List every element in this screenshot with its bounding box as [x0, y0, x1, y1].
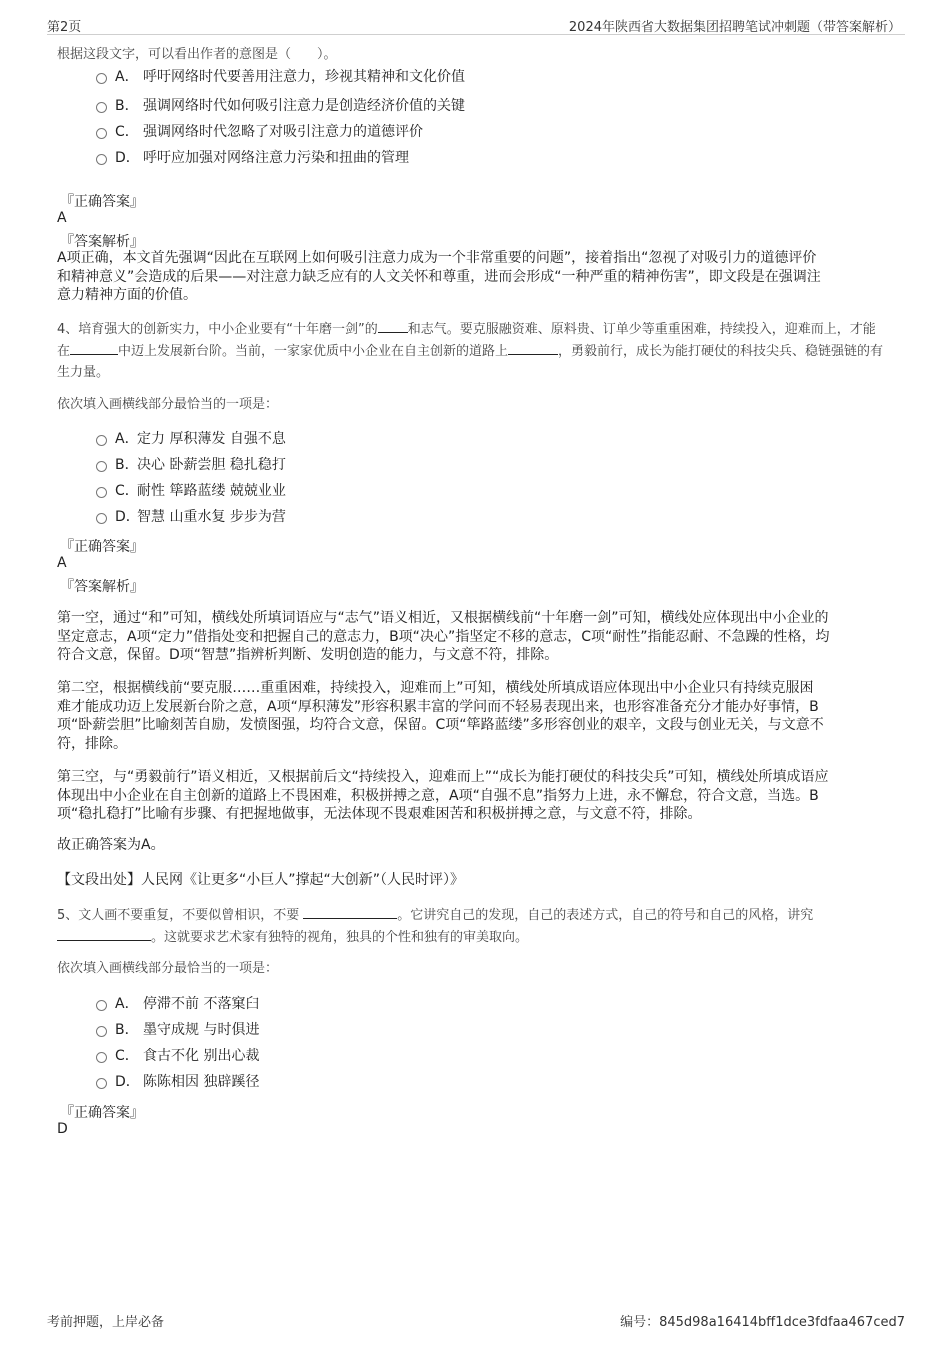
- blank-3[interactable]: [508, 340, 558, 355]
- q3-answer: A: [57, 210, 67, 226]
- radio-icon[interactable]: [96, 1052, 107, 1063]
- radio-icon[interactable]: [96, 513, 107, 524]
- radio-icon[interactable]: [96, 73, 107, 84]
- blank-2[interactable]: [57, 926, 151, 941]
- q4-option-d[interactable]: D．智慧 山重水复 步步为营: [96, 506, 286, 528]
- blank-1[interactable]: [378, 318, 408, 333]
- radio-icon[interactable]: [96, 128, 107, 139]
- q5-option-b[interactable]: B． 墨守成规 与时俱进: [96, 1019, 259, 1041]
- q3-option-d[interactable]: D． 呼吁应加强对网络注意力污染和扭曲的管理: [96, 147, 409, 169]
- page-header: [47, 14, 905, 35]
- q4-instruction: 依次填入画横线部分最恰当的一项是：: [57, 397, 279, 412]
- q5-option-d[interactable]: D． 陈陈相因 独辟蹊径: [96, 1071, 259, 1093]
- radio-icon[interactable]: [96, 487, 107, 498]
- page-number: 第2页: [47, 20, 82, 35]
- q3-analysis: A项正确，本文首先强调“因此在互联网上如何吸引注意力成为一个非常重要的问题”，接着指出“忽视了对吸引力的道德评价 和精神意义”会造成的后果——对注意力缺乏应有的人文关怀和尊重，进而会形成“一种严重的精神伤害”，即文段是在强调注 意力精神方面的价值。: [57, 250, 821, 303]
- q4-analysis-para-2: 第二空，根据横线前“要克服……重重困难，持续投入，迎难而上”可知，横线处所填成语应体现出中小企业只有持续克服困 难才能成功迈上发展新台阶之意，A项“厚积薄发”形容积累丰富的学问而不轻易表现出来，也形容准备充分才能办好事情，B 项“卧薪尝胆”比喻刻苦自励，发愤图强，均符合文意，保留。C项“筚路蓝缕”多形容创业的艰辛，文段与创业无关，与文意不 符，排除。: [57, 680, 824, 752]
- q4-option-a[interactable]: A．定力 厚积薄发 自强不息: [96, 428, 286, 450]
- q3-analysis-label: 『答案解析』: [60, 234, 144, 250]
- radio-icon[interactable]: [96, 435, 107, 446]
- q4-analysis-label: 『答案解析』: [60, 579, 144, 595]
- q4-analysis-para-1: 第一空，通过“和”可知，横线处所填词语应与“志气”语义相近，又根据横线前“十年磨一剑”可知，横线处应体现出中小企业的 坚定意志，A项“定力”借指处变和把握自己的意志力，B项“决心”指坚定不移的意志，C项“耐性”指能忍耐、不急躁的性格，均 符合文意，保留。D项“智慧”指辨析判断、发明创造的能力，与文意不符，排除。: [57, 610, 830, 663]
- q4-analysis-para-3: 第三空，与“勇毅前行”语义相近，又根据前后文“持续投入，迎难而上”“成长为能打硬仗的科技尖兵”可知，横线处所填成语应 体现出中小企业在自主创新的道路上不畏困难，积极拼搏之意，A项“自强不息”指努力上进，永不懈怠，符合文意，当选。B 项“稳扎稳打”比喻有步骤、有把握地做事，无法体现不畏艰难困苦和积极拼搏之意，与文意不符，排除。: [57, 769, 829, 822]
- q5-instruction: 依次填入画横线部分最恰当的一项是：: [57, 961, 279, 976]
- document-id: 编号：845d98a16414bff1dce3fdfaa467ced7: [620, 1315, 905, 1330]
- radio-icon[interactable]: [96, 1026, 107, 1037]
- q5-stem: 5、文人画不要重复，不要似曾相识，不要 。它讲究自己的发现，自己的表述方式，自己的符号和自己的风格，讲究 。这就要求艺术家有独特的视角，独具的个性和独有的审美取向。: [57, 904, 907, 948]
- q4-option-c[interactable]: C．耐性 筚路蓝缕 兢兢业业: [96, 480, 286, 502]
- q3-answer-label: 『正确答案』: [60, 194, 144, 210]
- q3-option-b[interactable]: B． 强调网络时代如何吸引注意力是创造经济价值的关键: [96, 95, 465, 117]
- radio-icon[interactable]: [96, 1000, 107, 1011]
- q4-source: 【文段出处】人民网《让更多“小巨人”撑起“大创新”（人民时评）》: [57, 872, 465, 888]
- radio-icon[interactable]: [96, 102, 107, 113]
- q3-option-c[interactable]: C． 强调网络时代忽略了对吸引注意力的道德评价: [96, 121, 423, 143]
- radio-icon[interactable]: [96, 461, 107, 472]
- q5-option-c[interactable]: C． 食古不化 别出心裁: [96, 1045, 259, 1067]
- blank-1[interactable]: [303, 904, 397, 919]
- q4-answer-label: 『正确答案』: [60, 539, 144, 555]
- q3-option-a[interactable]: A． 呼吁网络时代要善用注意力，珍视其精神和文化价值: [96, 66, 465, 88]
- q4-stem: 4、培育强大的创新实力，中小企业要有“十年磨一剑”的 和志气。要克服融资难、原料贵、订单少等重重困难，持续投入，迎难而上，才能 在 中迈上发展新台阶。当前，一家家优质中小企业在自主创新的道路上 ，勇毅前行，成长为能打硬仗的科技尖兵、稳链强链的有 生力量。: [57, 318, 907, 383]
- q4-conclusion: 故正确答案为A。: [57, 837, 165, 853]
- q5-answer-label: 『正确答案』: [60, 1105, 144, 1121]
- blank-2[interactable]: [70, 340, 118, 355]
- document-title: 2024年陕西省大数据集团招聘笔试冲刺题（带答案解析）: [568, 20, 901, 35]
- q4-answer: A: [57, 555, 67, 571]
- q5-option-a[interactable]: A． 停滞不前 不落窠臼: [96, 993, 259, 1015]
- q3-stem: 根据这段文字，可以看出作者的意图是（ ）。: [57, 47, 337, 62]
- q5-answer: D: [57, 1121, 68, 1137]
- radio-icon[interactable]: [96, 154, 107, 165]
- radio-icon[interactable]: [96, 1078, 107, 1089]
- q4-option-b[interactable]: B．决心 卧薪尝胆 稳扎稳打: [96, 454, 286, 476]
- footer-slogan: 考前押题，上岸必备: [47, 1315, 165, 1330]
